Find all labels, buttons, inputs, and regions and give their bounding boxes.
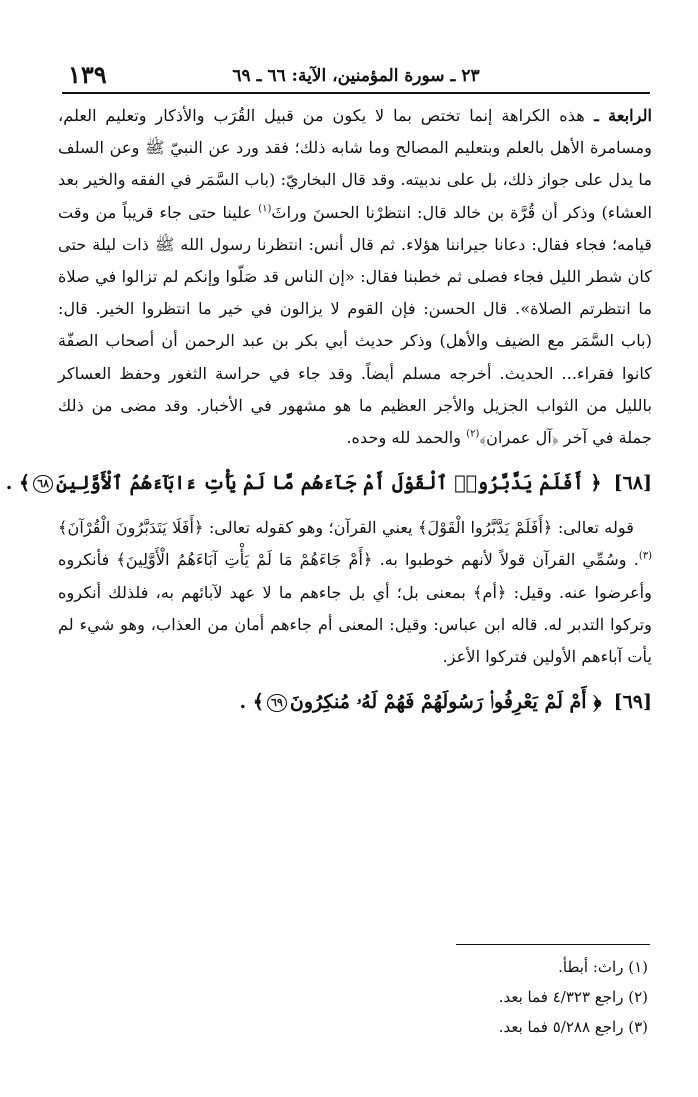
paragraph-text-cont: علينا حتى جاء قريباً من وقت قيامه؛ فجاء فقال: دعانا جيراننا هؤلاء. ثم قال أنس: انتظرنا رسول الله ﷺ ذات ليلة حتى كان شطر الليل فجاء فصلى ثم خطبنا فقال: «إن الناس قد صَلّوا وإنكم لم تزالوا في صلاة ما انتظرتم الصلاة». قال الحسن: فإن القوم لا يزالون في خير ما انتظروا الخير. قال: (باب السَّمَر مع الضيف والأهل) وذكر حديث أبي بكر بن عبد الرحمن أن أصحاب الصفّة كانوا فقراء... الحديث. أخرجه مسلم أيضاً. وقد جاء في حراسة الثغور وحفظ العساكر بالليل من الثواب الجزيل والأجر العظيم ما هو مشهور في الأخبار. وقد مضى من ذلك جملة في آخر ﴿آل عمران﴾ <box>58 202 652 448</box>
page-number: ١٣٩ <box>68 60 107 89</box>
page-body <box>5 100 652 731</box>
verse-closing: ﴾ . <box>239 691 264 714</box>
paragraph-commentary-68 <box>58 512 652 673</box>
verse-closing: ﴾ . <box>5 472 31 495</box>
paragraph-text-cont: . وسُمِّي القرآن قولاً لأنهم خوطبوا به. ﴿أَمْ جَاءَهُمْ مَا لَمْ يَأْتِ آبَاءَهُمُ الْأَوَّلِينَ﴾ فأنكروه وأعرضوا عنه. وقيل: ﴿أم﴾ بمعنى بل؛ أي بل جاءهم ما لا عهد لآبائهم به، فلذلك أنكروه وتركوا التدبر له. قاله ابن عباس: وقيل: المعنى أم جاءهم أمان من العذاب، وهو شيء لم يأت آباءهم الأولين فتركوا الأعز. <box>58 550 652 667</box>
verse-69 <box>58 687 652 717</box>
paragraph-fourth-point <box>58 100 652 454</box>
running-title: ٢٣ ـ سورة المؤمنين، الآية: ٦٦ ـ ٦٩ <box>232 66 480 86</box>
footnote-1: (١) راث: أبطأ. <box>558 958 648 976</box>
footnote-3: (٣) راجع ٥/٢٨٨ فما بعد. <box>498 1018 648 1036</box>
footnotes <box>300 952 648 1042</box>
ayah-end-marker: ٦٩ <box>267 694 287 712</box>
footnote-ref: (١) <box>258 203 272 215</box>
verse-68 <box>5 468 652 498</box>
verse-number: [٦٨] <box>613 472 652 495</box>
footnote-separator <box>456 944 650 945</box>
page-header <box>62 58 650 94</box>
paragraph-text-end: والحمد لله وحده. <box>346 428 467 448</box>
ayah-end-marker: ٦٨ <box>33 475 53 493</box>
paragraph-text: قوله تعالى: ﴿أَفَلَمْ يَدَّبَّرُوا الْقَوْلَ﴾ يعني القرآن؛ وهو كقوله تعالى: ﴿أَفَلَا يَتَدَبَّرُونَ الْقُرْآنَ﴾ <box>58 518 634 538</box>
verse-number: [٦٩] <box>613 691 652 714</box>
footnote-ref: (٣) <box>638 551 652 563</box>
paragraph-text: هذه الكراهة إنما تختص بما لا يكون من قبيل القُرَب والأذكار وتعليم العلم، ومسامرة الأهل بالعلم وبتعليم المصالح وما شابه ذلك؛ فقد ورد عن النبيّ ﷺ وعن السلف ما يدل على جواز ذلك، بل على ندبيته. وقد قال البخاريّ: (باب السَّمَر في الفقه والخير بعد العشاء) وذكر أن قُرَّة بن خالد قال: انتظرْنا الحسنَ وراثَ <box>58 106 652 222</box>
verse-text: ﴿ أَمْ لَمْ يَعْرِفُوا۟ رَسُولَهُمْ فَهُمْ لَهُۥ مُنكِرُونَ <box>289 691 602 714</box>
point-label: الرابعة ـ <box>584 106 652 125</box>
footnote-ref: (٢) <box>466 428 480 440</box>
footnote-2: (٢) راجع ٤/٣٢٣ فما بعد. <box>498 988 648 1006</box>
verse-text: ﴿ أَفَلَمْ يَدَّبَّرُوا۟ ٱلْقَوْلَ أَمْ جَآءَهُم مَّا لَمْ يَأْتِ ءَابَآءَهُمُ ٱلْأَوَّلِينَ <box>56 472 602 495</box>
